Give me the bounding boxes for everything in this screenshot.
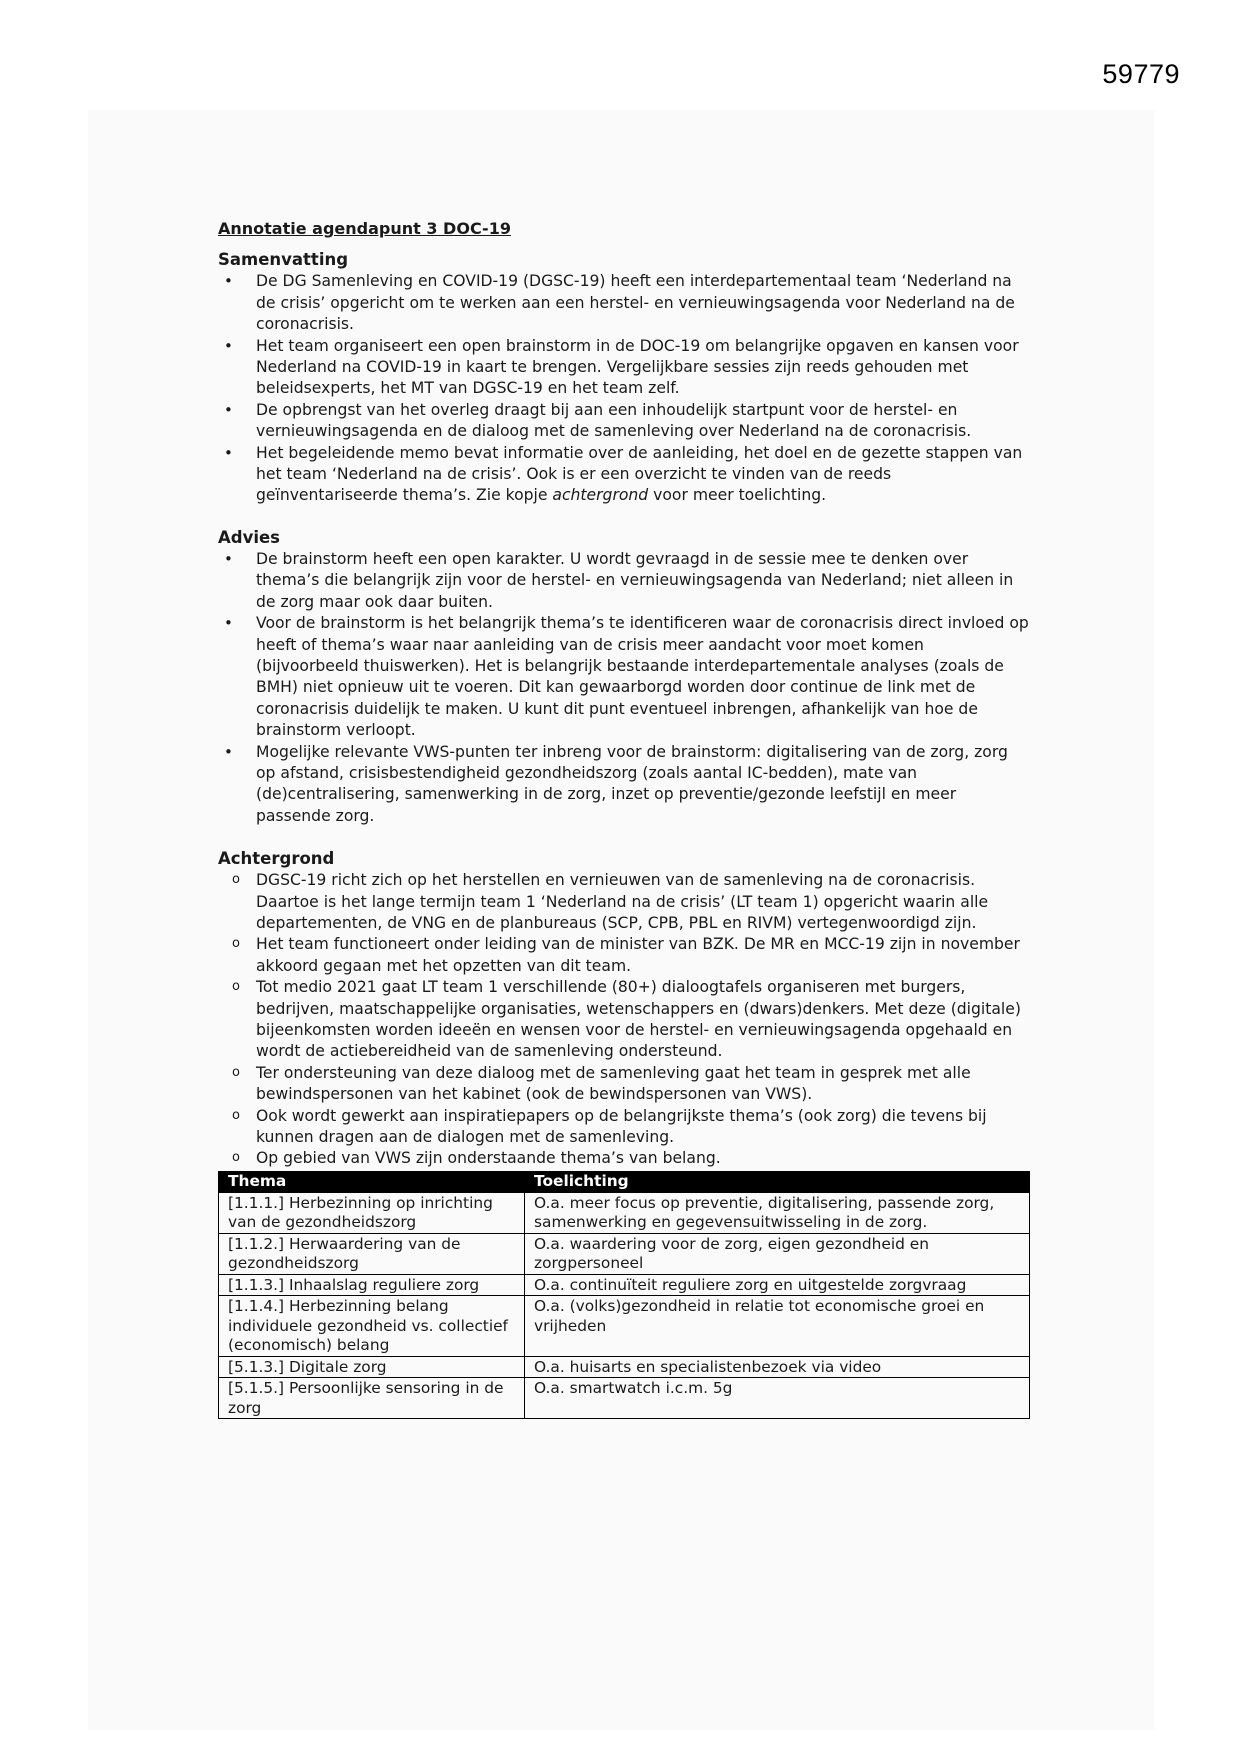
table-cell-thema: [1.1.2.] Herwaardering van de gezondheidszorg: [219, 1233, 525, 1274]
list-item: • Voor de brainstorm is het belangrijk thema’s te identificeren waar de coronacrisis direct invloed op heeft of thema’s waar naar aanleiding van de crisis meer aandacht voor moet komen (bijvoorbeeld thuiswerken). Het is belangrijk bestaande interdepartementale analyses (zoals de BMH) niet opnieuw uit te voeren. Dit kan gewaarborgd worden door continue de link met de coronacrisis duidelijk te maken. U kunt dit punt eventueel inbrengen, afhankelijk van hoe de brainstorm verloopt.: [218, 613, 1030, 741]
document-body: [218, 218, 1030, 1419]
table-cell-toelichting: O.a. huisarts en specialistenbezoek via video: [525, 1356, 1030, 1378]
column-header-thema: Thema: [219, 1171, 525, 1192]
list-item: o Ter ondersteuning van deze dialoog met de samenleving gaat het team in gesprek met alle bewindspersonen van het kabinet (ook de bewindspersonen van VWS).: [218, 1063, 1030, 1106]
section-heading-achtergrond: Achtergrond: [218, 849, 335, 869]
document-title: Annotatie agendapunt 3 DOC-19: [218, 219, 511, 238]
list-item-text: voor meer toelichting.: [648, 486, 827, 505]
table-cell-toelichting: O.a. waardering voor de zorg, eigen gezondheid en zorgpersoneel: [525, 1233, 1030, 1274]
list-item: • De DG Samenleving en COVID-19 (DGSC-19) heeft een interdepartementaal team ‘Nederland na de crisis’ opgericht om te werken aan een herstel- en vernieuwingsagenda voor Nederland na de coronacrisis.: [218, 271, 1030, 335]
themes-table: [218, 1171, 1030, 1420]
table-header-row: [219, 1171, 1030, 1192]
list-item: o DGSC-19 richt zich op het herstellen en vernieuwen van de samenleving na de coronacrisis. Daartoe is het lange termijn team 1 ‘Nederland na de crisis’ (LT team 1) opgericht waarin alle departementen, de VNG en de planbureaus (SCP, CPB, PBL en RIVM) vertegenwoordigd zijn.: [218, 870, 1030, 934]
achtergrond-list: [218, 870, 1030, 1170]
section-heading-advies: Advies: [218, 527, 281, 547]
list-item: • De opbrengst van het overleg draagt bij aan een inhoudelijk startpunt voor de herstel- en vernieuwingsagenda en de dialoog met de samenleving over Nederland na de coronacrisis.: [218, 400, 1030, 443]
table-cell-toelichting: O.a. meer focus op preventie, digitalisering, passende zorg, samenwerking en gegevensuitwisseling in de zorg.: [525, 1192, 1030, 1233]
table-cell-toelichting: O.a. continuïteit reguliere zorg en uitgestelde zorgvraag: [525, 1274, 1030, 1296]
table-row: [219, 1296, 1030, 1357]
table-cell-thema: [5.1.3.] Digitale zorg: [219, 1356, 525, 1378]
table-cell-thema: [5.1.5.] Persoonlijke sensoring in de zorg: [219, 1378, 525, 1419]
list-item: o Op gebied van VWS zijn onderstaande thema’s van belang.: [218, 1148, 1030, 1169]
table-cell-thema: [1.1.1.] Herbezinning op inrichting van de gezondheidszorg: [219, 1192, 525, 1233]
table-row: [219, 1192, 1030, 1233]
table-row: [219, 1356, 1030, 1378]
emphasized-text: achtergrond: [552, 486, 649, 505]
list-item: o Ook wordt gewerkt aan inspiratiepapers op de belangrijkste thema’s (ook zorg) die tevens bij kunnen dragen aan de dialogen met de samenleving.: [218, 1106, 1030, 1149]
list-item: • Het team organiseert een open brainstorm in de DOC-19 om belangrijke opgaven en kansen voor Nederland na COVID-19 in kaart te brengen. Vergelijkbare sessies zijn reeds gehouden met beleidsexperts, het MT van DGSC-19 en het team zelf.: [218, 336, 1030, 400]
list-item: • De brainstorm heeft een open karakter. U wordt gevraagd in de sessie mee te denken over thema’s die belangrijk zijn voor de herstel- en vernieuwingsagenda van Nederland; niet alleen in de zorg maar ook daar buiten.: [218, 549, 1030, 613]
samenvatting-list: [218, 271, 1030, 506]
list-item: • Mogelijke relevante VWS-punten ter inbreng voor de brainstorm: digitalisering van de zorg, zorg op afstand, crisisbestendigheid gezondheidszorg (zoals aantal IC-bedden), mate van (de)centralisering, samenwerking in de zorg, inzet op preventie/gezonde leefstijl en meer passende zorg.: [218, 742, 1030, 828]
list-item-text: Het begeleidende memo bevat informatie over de aanleiding, het doel en de gezette stappen van het team ‘Nederland na de crisis’. Ook is er een overzicht te vinden van de reeds geïnventariseerde thema’s. Zie kopje: [256, 443, 1023, 505]
table-cell-toelichting: O.a. smartwatch i.c.m. 5g: [525, 1378, 1030, 1419]
advies-list: [218, 549, 1030, 827]
table-row: [219, 1233, 1030, 1274]
table-cell-thema: [1.1.3.] Inhaalslag reguliere zorg: [219, 1274, 525, 1296]
list-item: [218, 443, 1030, 507]
document-number: 59779: [1102, 59, 1180, 89]
table-cell-toelichting: O.a. (volks)gezondheid in relatie tot economische groei en vrijheden: [525, 1296, 1030, 1357]
list-item: o Het team functioneert onder leiding van de minister van BZK. De MR en MCC-19 zijn in november akkoord gegaan met het opzetten van dit team.: [218, 934, 1030, 977]
column-header-toelichting: Toelichting: [525, 1171, 1030, 1192]
table-row: [219, 1274, 1030, 1296]
table-row: [219, 1378, 1030, 1419]
section-heading-samenvatting: Samenvatting: [218, 250, 349, 270]
list-item: o Tot medio 2021 gaat LT team 1 verschillende (80+) dialoogtafels organiseren met burgers, bedrijven, maatschappelijke organisaties, wetenschappers en (dwars)denkers. Met deze (digitale) bijeenkomsten worden ideeën en wensen voor de herstel- en vernieuwingsagenda opgehaald en wordt de actiebereidheid van de samenleving ondersteund.: [218, 977, 1030, 1063]
table-cell-thema: [1.1.4.] Herbezinning belang individuele gezondheid vs. collectief (economisch) belang: [219, 1296, 525, 1357]
